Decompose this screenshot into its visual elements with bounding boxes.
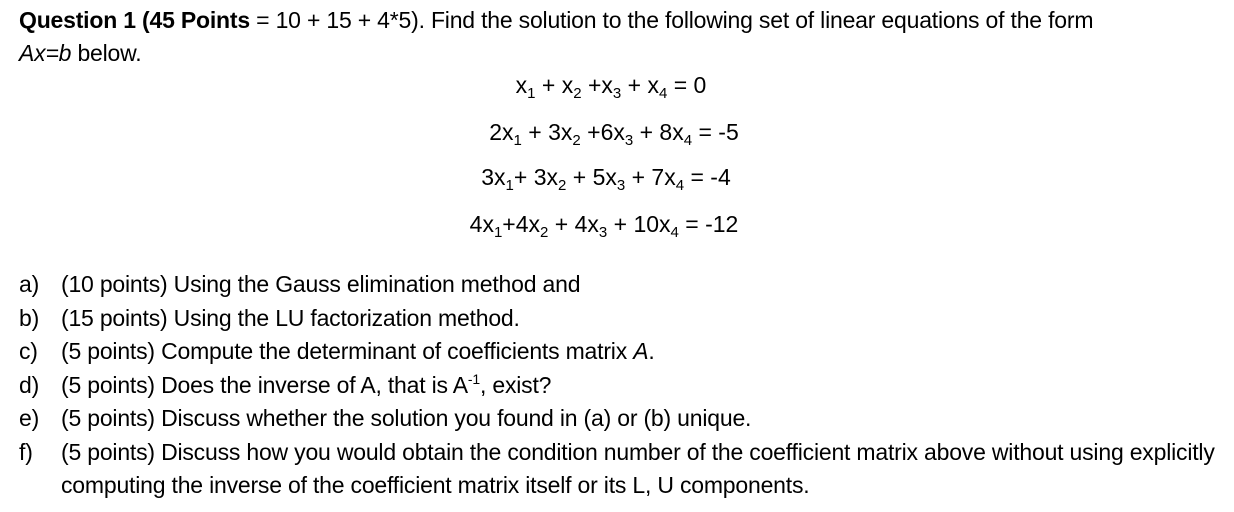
question-parts-list [19, 268, 1219, 503]
question-points: = 10 + 15 + 4*5). Find the solution to the following set of linear equations of the form [249, 7, 1094, 33]
part-marker: a) [19, 271, 40, 297]
question-title: Question 1 (45 Points [19, 7, 250, 33]
equation-4: $4x_1+4x_2 + 4x_3 + 10x_4 = -12$ [469, 211, 739, 241]
matrix-symbol: A [633, 338, 649, 364]
list-item-part-d: d) (5 points) Does the inverse of A, that is $A^{-1}$, exist? [19, 369, 1219, 403]
list-item-part-c: c) (5 points) Compute the determinant of coefficients matrix A. [19, 335, 1219, 369]
part-text: (5 points) Does the inverse of A, that is A [61, 371, 468, 398]
part-marker: d) [19, 371, 40, 398]
part-text: (5 points) Discuss whether the solution you found in (a) or (b) unique. [61, 405, 752, 431]
equation-form-suffix: below. [71, 40, 142, 66]
part-text: (10 points) Using the Gauss elimination method and [61, 271, 581, 297]
part-text: (5 points) Compute the determinant of coefficients matrix [61, 338, 634, 364]
part-marker: f) [19, 438, 33, 465]
list-item-part-a [19, 268, 1219, 302]
part-text: (5 points) Discuss how you would obtain the condition number of the coefficient matrix above without using explicitly computing the inverse of the coefficient matrix itself or its L, U components. [61, 438, 1215, 498]
list-item-part-e [19, 402, 1219, 436]
part-marker: c) [19, 338, 38, 364]
inverse-superscript: -1 [467, 370, 480, 387]
part-marker: e) [19, 405, 40, 431]
equation-1: $x_1 + x_2 +x_3 + x_4 = 0$ [515, 72, 707, 102]
list-item-part-b [19, 302, 1219, 336]
part-marker: b) [19, 304, 40, 331]
question-header [19, 4, 1219, 70]
equation-2: $2x_1 + 3x_2 +6x_3 + 8x_4 = -5$ [489, 119, 739, 149]
list-item-part-f [19, 436, 1219, 503]
equation-form: Ax=b [19, 40, 72, 66]
part-text: (15 points) Using the LU factorization method. [61, 304, 520, 331]
equation-3: $3x_1+ 3x_2 + 5x_3 + 7x_4 = -4$ [481, 164, 731, 194]
